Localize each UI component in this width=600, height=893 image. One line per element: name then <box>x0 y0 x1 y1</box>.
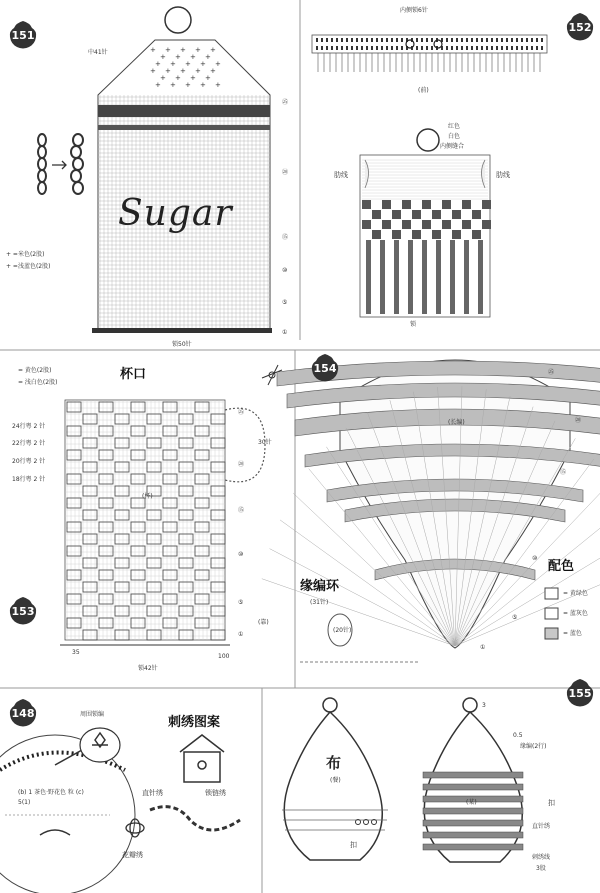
badge-152: 152 <box>565 12 595 42</box>
stitch-petal: 花瓣绣 <box>122 851 143 859</box>
svg-text:+: + <box>190 74 196 82</box>
label-3: 3 <box>482 702 486 709</box>
row-number: ㉕ <box>282 99 289 106</box>
bag-left <box>284 712 382 860</box>
row-number: ⑤ <box>238 599 244 606</box>
svg-text:+: + <box>195 67 201 75</box>
row-number: ⑩ <box>282 267 288 274</box>
legend-white: = 浅白色(2股) <box>18 379 58 386</box>
row-number: ⑤ <box>282 299 288 306</box>
badge-153: 153 <box>8 596 38 626</box>
stitch-chain: 锁链绣 <box>205 789 226 797</box>
stitch-straight: 直针绣 <box>532 823 551 830</box>
body-bottom-label: 锁 <box>410 321 417 328</box>
stitch-straight: 直针绣 <box>142 789 163 797</box>
side-label-right: 肋线 <box>496 171 510 179</box>
color-white: 白色 <box>448 133 461 140</box>
svg-text:+: + <box>165 67 171 75</box>
badge-148: 148 <box>8 698 38 728</box>
svg-text:+: + <box>185 81 191 89</box>
strip-top-label: 内侧锁6针 <box>400 7 428 14</box>
stitch-strands: 3股 <box>536 865 546 872</box>
label-surround-chain: 周围锁编 <box>80 711 105 718</box>
chain-stitch <box>150 807 240 830</box>
swatch-1 <box>545 588 558 599</box>
chart-155 <box>282 698 523 862</box>
row-number: ⑮ <box>238 507 245 514</box>
sugar-word: Sugar <box>118 193 233 234</box>
edge-ring-title: 缘编环 <box>300 579 340 594</box>
palette-title: 配色 <box>548 559 575 574</box>
color-red: 红色 <box>448 123 461 130</box>
badge-154: 154 <box>310 353 340 383</box>
palette-label: = 蓝灰色 <box>563 610 588 617</box>
row-number: ① <box>480 644 486 651</box>
row-number: ⑮ <box>282 234 289 241</box>
fringe <box>318 53 540 72</box>
row-number: ⑩ <box>238 551 244 558</box>
svg-text:+: + <box>160 74 166 82</box>
svg-text:+: + <box>200 81 206 89</box>
chart-151 <box>38 7 272 333</box>
row-number: ⑳ <box>282 169 289 176</box>
mug-title: 杯口 <box>120 367 147 382</box>
svg-text:+: + <box>215 81 221 89</box>
handle-label: 30针 <box>258 439 272 446</box>
bottom-right-num: 100 <box>218 653 230 660</box>
legend-yellow: = 黄色(2股) <box>18 367 52 374</box>
svg-text:+: + <box>155 60 161 68</box>
svg-text:+: + <box>195 46 201 54</box>
swatch-2 <box>545 608 558 619</box>
legend-lightblue: + =浅蓝色(2股) <box>6 263 51 270</box>
row-instruction: 22行粤 2 针 <box>12 440 46 447</box>
hanging-loop <box>417 129 439 151</box>
embroidery-title: 刺绣图案 <box>168 715 221 730</box>
front-strip <box>312 35 547 53</box>
chart-bottom-label: 锁50针 <box>172 341 192 348</box>
badge-151: 151 <box>8 20 38 50</box>
center-label: (杯) <box>142 493 153 500</box>
svg-text:+: + <box>215 60 221 68</box>
center-label: (长编) <box>448 419 465 426</box>
row-number: ㉕ <box>548 369 555 376</box>
edge-ring-inner: (20针) <box>333 627 352 634</box>
row-number: ⑳ <box>575 417 582 424</box>
row-instruction: 18行粤 2 针 <box>12 476 46 483</box>
stitch-thread: 刺绣线 <box>532 854 551 861</box>
svg-text:+: + <box>180 46 186 54</box>
row-number: ⑤ <box>512 614 518 621</box>
palette-label: = 蓝色 <box>563 630 582 637</box>
svg-text:+: + <box>205 74 211 82</box>
svg-text:+: + <box>180 67 186 75</box>
svg-text:+: + <box>165 46 171 54</box>
hanging-loop <box>165 7 191 33</box>
bottom-label: 锁42针 <box>138 665 158 672</box>
row-instruction: 20行粤 2 针 <box>12 458 46 465</box>
sew-inside: 内侧缝合 <box>440 143 465 150</box>
swatch-3 <box>545 628 558 639</box>
row-number: ⑩ <box>532 555 538 562</box>
mat-note: (b) 1 茶色·野花色 粒 (c) <box>18 789 84 796</box>
svg-text:+: + <box>175 74 181 82</box>
row-number: ㉕ <box>238 409 245 416</box>
row-number: ⑮ <box>560 469 567 476</box>
svg-text:+: + <box>155 81 161 89</box>
cross-stitch-motif <box>150 46 221 89</box>
bottom-left-num: 35 <box>72 649 80 656</box>
edge-ring-note: (31针) <box>310 599 329 606</box>
hanging-loop <box>323 698 337 712</box>
chain-stitch-sample <box>38 134 83 194</box>
cloth-note: (餐) <box>330 777 341 784</box>
chart-154 <box>262 360 600 662</box>
front-label: (前) <box>418 87 429 94</box>
svg-text:+: + <box>170 81 176 89</box>
birdhouse <box>180 735 224 782</box>
arrow <box>52 161 66 169</box>
svg-text:+: + <box>185 60 191 68</box>
side-label-left: 肋线 <box>334 171 348 179</box>
svg-text:+: + <box>150 67 156 75</box>
chart-153 <box>60 365 282 645</box>
svg-text:+: + <box>175 53 181 61</box>
svg-text:+: + <box>160 53 166 61</box>
mat-note-2: 5(1) <box>18 799 31 806</box>
row-instruction: 24行粤 2 针 <box>12 423 46 430</box>
svg-text:+: + <box>200 60 206 68</box>
palette-label: = 黄绿色 <box>563 590 588 597</box>
row-number: ⑳ <box>238 461 245 468</box>
chart-top-label: 中41针 <box>88 49 108 56</box>
legend-beige: + =米色(2股) <box>6 251 45 258</box>
row-number: ① <box>282 329 288 336</box>
dark-band <box>98 125 270 130</box>
svg-text:+: + <box>190 53 196 61</box>
button-label-right: 扣 <box>548 799 555 807</box>
center-note: (某) <box>466 799 477 806</box>
svg-text:+: + <box>150 46 156 54</box>
edge-note: 缘编(2行) <box>520 743 547 750</box>
svg-text:+: + <box>210 67 216 75</box>
dark-band <box>98 105 270 117</box>
chart-148 <box>0 728 240 893</box>
label-05: 0.5 <box>513 732 523 739</box>
badge-155: 155 <box>565 678 595 708</box>
bottom-edge <box>92 328 272 333</box>
hanging-loop <box>463 698 477 712</box>
cloth-label: 布 <box>326 754 342 772</box>
row-number: ① <box>238 631 244 638</box>
svg-text:+: + <box>205 53 211 61</box>
svg-text:+: + <box>210 46 216 54</box>
right-tag: (靠) <box>258 619 269 626</box>
button-label-left: 扣 <box>350 841 357 849</box>
svg-text:+: + <box>170 60 176 68</box>
